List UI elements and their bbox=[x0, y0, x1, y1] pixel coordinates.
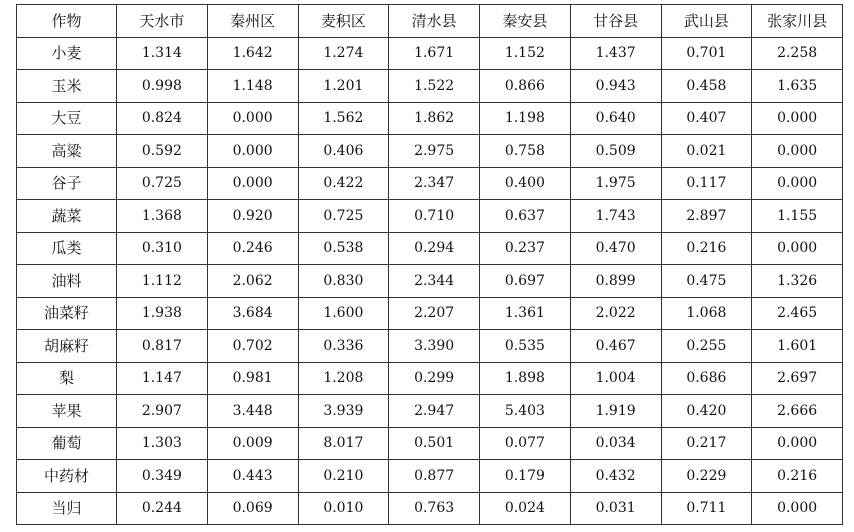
table-cell: 0.592 bbox=[117, 135, 208, 168]
table-cell: 5.403 bbox=[480, 395, 571, 428]
table-row bbox=[17, 460, 843, 493]
table-cell: 0.244 bbox=[117, 492, 208, 525]
table-row bbox=[17, 167, 843, 200]
table-cell: 0.000 bbox=[752, 427, 843, 460]
table-row bbox=[17, 200, 843, 233]
table-cell: 3.390 bbox=[389, 330, 480, 363]
header-crop: 作物 bbox=[17, 5, 117, 38]
row-crop-name: 蔬菜 bbox=[17, 200, 117, 233]
table-cell: 1.975 bbox=[570, 167, 661, 200]
row-crop-name: 小麦 bbox=[17, 37, 117, 70]
table-cell: 0.509 bbox=[570, 135, 661, 168]
table-cell: 1.601 bbox=[752, 330, 843, 363]
table-cell: 1.326 bbox=[752, 265, 843, 298]
table-cell: 0.216 bbox=[661, 232, 752, 265]
table-cell: 0.830 bbox=[298, 265, 389, 298]
table-cell: 0.310 bbox=[117, 232, 208, 265]
table-cell: 0.443 bbox=[207, 460, 298, 493]
table-cell: 0.877 bbox=[389, 460, 480, 493]
table-cell: 0.229 bbox=[661, 460, 752, 493]
table-cell: 0.031 bbox=[570, 492, 661, 525]
header-qingshui-county: 清水县 bbox=[389, 5, 480, 38]
table-cell: 0.763 bbox=[389, 492, 480, 525]
row-crop-name: 葡萄 bbox=[17, 427, 117, 460]
table-cell: 0.501 bbox=[389, 427, 480, 460]
row-crop-name: 胡麻籽 bbox=[17, 330, 117, 363]
table-cell: 0.817 bbox=[117, 330, 208, 363]
table-row bbox=[17, 102, 843, 135]
table-row bbox=[17, 330, 843, 363]
table-cell: 2.947 bbox=[389, 395, 480, 428]
table-cell: 2.975 bbox=[389, 135, 480, 168]
row-crop-name: 中药材 bbox=[17, 460, 117, 493]
table-cell: 1.368 bbox=[117, 200, 208, 233]
table-cell: 0.998 bbox=[117, 70, 208, 103]
table-cell: 0.710 bbox=[389, 200, 480, 233]
table-cell: 2.666 bbox=[752, 395, 843, 428]
table-cell: 0.899 bbox=[570, 265, 661, 298]
table-cell: 1.642 bbox=[207, 37, 298, 70]
table-cell: 8.017 bbox=[298, 427, 389, 460]
table-cell: 0.943 bbox=[570, 70, 661, 103]
table-cell: 0.458 bbox=[661, 70, 752, 103]
header-gangu-county: 甘谷县 bbox=[570, 5, 661, 38]
table-cell: 0.216 bbox=[752, 460, 843, 493]
table-cell: 0.981 bbox=[207, 362, 298, 395]
table-cell: 0.000 bbox=[752, 232, 843, 265]
table-cell: 0.077 bbox=[480, 427, 571, 460]
table-row bbox=[17, 232, 843, 265]
table-cell: 0.299 bbox=[389, 362, 480, 395]
table-cell: 2.697 bbox=[752, 362, 843, 395]
row-crop-name: 当归 bbox=[17, 492, 117, 525]
table-cell: 0.294 bbox=[389, 232, 480, 265]
row-crop-name: 大豆 bbox=[17, 102, 117, 135]
table-row bbox=[17, 362, 843, 395]
table-cell: 1.862 bbox=[389, 102, 480, 135]
row-crop-name: 谷子 bbox=[17, 167, 117, 200]
header-maiji-district: 麦积区 bbox=[298, 5, 389, 38]
table-cell: 0.920 bbox=[207, 200, 298, 233]
table-cell: 0.000 bbox=[752, 135, 843, 168]
table-cell: 1.314 bbox=[117, 37, 208, 70]
table-cell: 0.034 bbox=[570, 427, 661, 460]
table-cell: 0.711 bbox=[661, 492, 752, 525]
table-cell: 0.210 bbox=[298, 460, 389, 493]
table-cell: 0.475 bbox=[661, 265, 752, 298]
table-cell: 1.198 bbox=[480, 102, 571, 135]
table-cell: 0.701 bbox=[661, 37, 752, 70]
table-cell: 0.069 bbox=[207, 492, 298, 525]
table-cell: 0.824 bbox=[117, 102, 208, 135]
table-cell: 2.897 bbox=[661, 200, 752, 233]
table-cell: 1.437 bbox=[570, 37, 661, 70]
row-crop-name: 玉米 bbox=[17, 70, 117, 103]
row-crop-name: 苹果 bbox=[17, 395, 117, 428]
row-crop-name: 梨 bbox=[17, 362, 117, 395]
table-cell: 1.562 bbox=[298, 102, 389, 135]
table-cell: 0.725 bbox=[117, 167, 208, 200]
table-cell: 0.725 bbox=[298, 200, 389, 233]
table-cell: 1.201 bbox=[298, 70, 389, 103]
table-cell: 0.179 bbox=[480, 460, 571, 493]
table-cell: 0.407 bbox=[661, 102, 752, 135]
table-cell: 1.152 bbox=[480, 37, 571, 70]
table-row bbox=[17, 70, 843, 103]
header-qinan-county: 秦安县 bbox=[480, 5, 571, 38]
table-cell: 3.448 bbox=[207, 395, 298, 428]
table-cell: 1.155 bbox=[752, 200, 843, 233]
table-cell: 1.361 bbox=[480, 297, 571, 330]
table-cell: 0.009 bbox=[207, 427, 298, 460]
table-cell: 1.671 bbox=[389, 37, 480, 70]
table-row bbox=[17, 37, 843, 70]
table-cell: 0.000 bbox=[752, 492, 843, 525]
table-cell: 0.697 bbox=[480, 265, 571, 298]
table-header-row bbox=[17, 5, 843, 38]
crop-data-table bbox=[16, 4, 843, 525]
table-cell: 2.207 bbox=[389, 297, 480, 330]
table-cell: 2.022 bbox=[570, 297, 661, 330]
table-row bbox=[17, 395, 843, 428]
table-row bbox=[17, 427, 843, 460]
table-cell: 3.684 bbox=[207, 297, 298, 330]
table-cell: 0.000 bbox=[752, 167, 843, 200]
table-cell: 1.112 bbox=[117, 265, 208, 298]
header-qinzhou-district: 秦州区 bbox=[207, 5, 298, 38]
table-cell: 0.255 bbox=[661, 330, 752, 363]
table-cell: 0.000 bbox=[207, 102, 298, 135]
table-cell: 0.406 bbox=[298, 135, 389, 168]
table-cell: 0.758 bbox=[480, 135, 571, 168]
header-wushan-county: 武山县 bbox=[661, 5, 752, 38]
table-cell: 2.344 bbox=[389, 265, 480, 298]
table-cell: 1.274 bbox=[298, 37, 389, 70]
table-cell: 1.148 bbox=[207, 70, 298, 103]
table-cell: 1.004 bbox=[570, 362, 661, 395]
table-cell: 1.635 bbox=[752, 70, 843, 103]
table-cell: 0.432 bbox=[570, 460, 661, 493]
header-zhangjiachuan-county: 张家川县 bbox=[752, 5, 843, 38]
table-cell: 0.021 bbox=[661, 135, 752, 168]
table-cell: 0.000 bbox=[752, 102, 843, 135]
table-cell: 0.336 bbox=[298, 330, 389, 363]
table-cell: 0.237 bbox=[480, 232, 571, 265]
table-cell: 1.303 bbox=[117, 427, 208, 460]
table-body bbox=[17, 37, 843, 525]
row-crop-name: 高粱 bbox=[17, 135, 117, 168]
table-cell: 1.147 bbox=[117, 362, 208, 395]
table-cell: 0.024 bbox=[480, 492, 571, 525]
header-tianshui-city: 天水市 bbox=[117, 5, 208, 38]
table-row bbox=[17, 492, 843, 525]
table-row bbox=[17, 297, 843, 330]
table-cell: 1.208 bbox=[298, 362, 389, 395]
table-cell: 2.907 bbox=[117, 395, 208, 428]
table-cell: 0.422 bbox=[298, 167, 389, 200]
table-cell: 1.919 bbox=[570, 395, 661, 428]
table-cell: 0.866 bbox=[480, 70, 571, 103]
table-cell: 2.062 bbox=[207, 265, 298, 298]
row-crop-name: 瓜类 bbox=[17, 232, 117, 265]
table-cell: 0.400 bbox=[480, 167, 571, 200]
table-cell: 0.470 bbox=[570, 232, 661, 265]
table-cell: 2.347 bbox=[389, 167, 480, 200]
table-row bbox=[17, 265, 843, 298]
table-cell: 1.938 bbox=[117, 297, 208, 330]
table-cell: 3.939 bbox=[298, 395, 389, 428]
crop-data-table-container bbox=[16, 4, 842, 525]
table-cell: 1.743 bbox=[570, 200, 661, 233]
table-cell: 2.465 bbox=[752, 297, 843, 330]
table-cell: 0.000 bbox=[207, 167, 298, 200]
table-cell: 0.349 bbox=[117, 460, 208, 493]
table-cell: 0.246 bbox=[207, 232, 298, 265]
table-cell: 0.010 bbox=[298, 492, 389, 525]
row-crop-name: 油菜籽 bbox=[17, 297, 117, 330]
table-cell: 1.068 bbox=[661, 297, 752, 330]
table-cell: 0.467 bbox=[570, 330, 661, 363]
table-cell: 0.117 bbox=[661, 167, 752, 200]
table-cell: 2.258 bbox=[752, 37, 843, 70]
table-cell: 0.686 bbox=[661, 362, 752, 395]
table-cell: 0.217 bbox=[661, 427, 752, 460]
table-cell: 0.637 bbox=[480, 200, 571, 233]
table-row bbox=[17, 135, 843, 168]
table-cell: 0.420 bbox=[661, 395, 752, 428]
table-cell: 1.898 bbox=[480, 362, 571, 395]
table-cell: 0.535 bbox=[480, 330, 571, 363]
table-cell: 0.640 bbox=[570, 102, 661, 135]
table-cell: 0.702 bbox=[207, 330, 298, 363]
row-crop-name: 油料 bbox=[17, 265, 117, 298]
table-cell: 0.000 bbox=[207, 135, 298, 168]
table-cell: 0.538 bbox=[298, 232, 389, 265]
table-cell: 1.600 bbox=[298, 297, 389, 330]
table-cell: 1.522 bbox=[389, 70, 480, 103]
